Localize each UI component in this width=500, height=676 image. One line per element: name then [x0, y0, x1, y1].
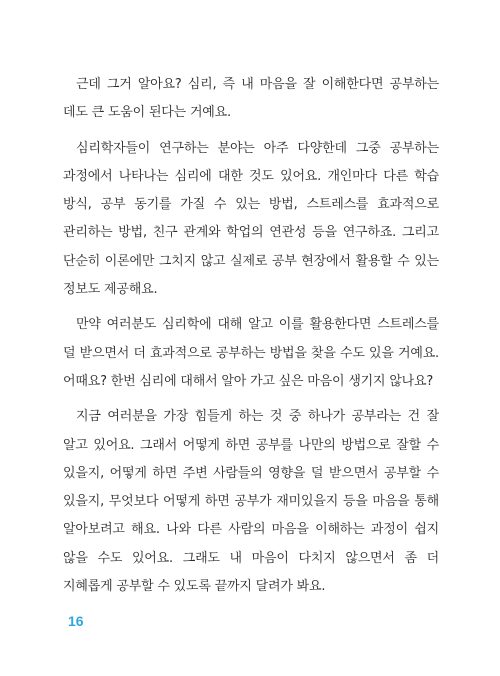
paragraph-4: 지금 여러분을 가장 힘들게 하는 것 중 하나가 공부라는 건 잘 알고 있어요. 그래서 어떻게 하면 공부를 나만의 방법으로 잘할 수 있을지, 어떻게 하면 주변 사람들의 영향을 덜 받으면서 공부할 수 있을지, 무엇보다 어떻게 하면 공부가 재미있을지 등을 마음을 통해 알아보려고 해요. 나와 다른 사람의 마음을 이해하는 과정이 쉽지 않을 수도 있어요. 그래도 내 마음이 다치지 않으면서 좀 더 지혜롭게 공부할 수 있도록 끝까지 달려가 봐요. — [63, 409, 439, 595]
page-number: 16 — [68, 613, 84, 629]
body-text — [63, 71, 439, 608]
paragraph-3: 만약 여러분도 심리학에 대해 알고 이를 활용한다면 스트레스를 덜 받으면서 더 효과적으로 공부하는 방법을 찾을 수도 있을 거예요. 어때요? 한번 심리에 대해서 알아 가고 싶은 마음이 생기지 않나요? — [63, 317, 439, 389]
paragraph-1: 근데 그거 알아요? 심리, 즉 내 마음을 잘 이해한다면 공부하는 데도 큰 도움이 된다는 거예요. — [63, 77, 439, 121]
paragraph-2: 심리학자들이 연구하는 분야는 아주 다양한데 그중 공부하는 과정에서 나타나는 심리에 대한 것도 있어요. 개인마다 다른 학습 방식, 공부 동기를 가질 수 있는 방법, 스트레스를 효과적으로 관리하는 방법, 친구 관계와 학업의 연관성 등을 연구하죠. 그리고 단순히 이론에만 그치지 않고 실제로 공부 현장에서 활용할 수 있는 정보도 제공해요. — [63, 140, 439, 298]
